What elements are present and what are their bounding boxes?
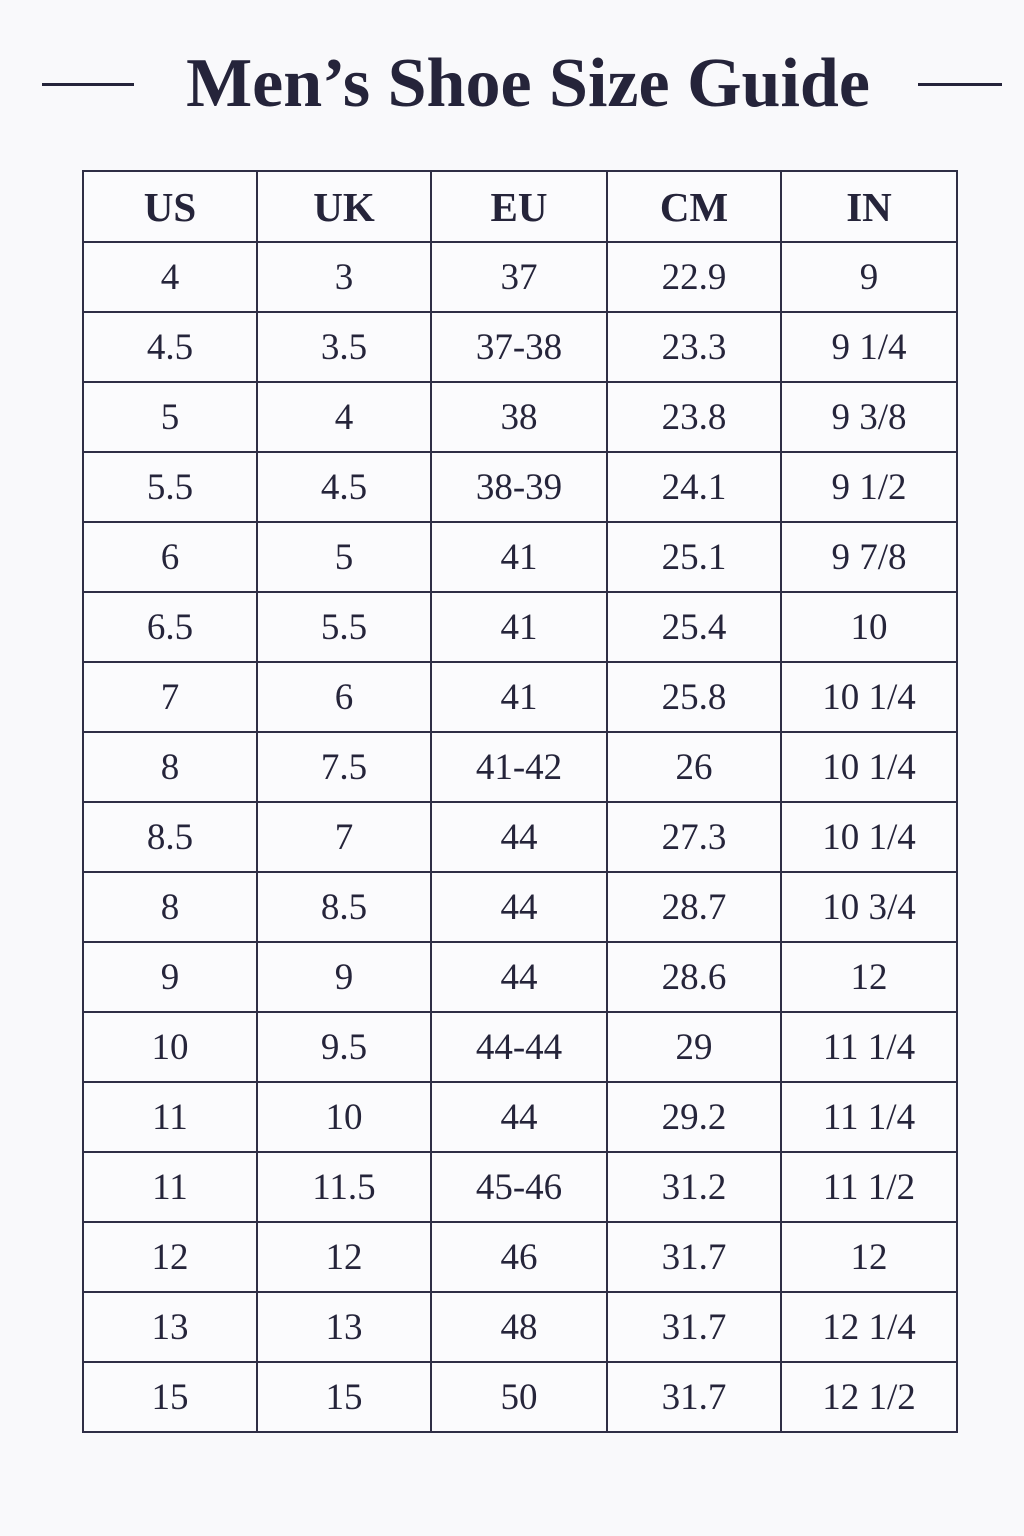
cell-in: 10 1/4 bbox=[781, 732, 957, 802]
cell-cm: 31.7 bbox=[607, 1362, 781, 1432]
table-row bbox=[83, 312, 957, 382]
table-row bbox=[83, 732, 957, 802]
cell-cm: 24.1 bbox=[607, 452, 781, 522]
cell-us: 5 bbox=[83, 382, 257, 452]
cell-cm: 29.2 bbox=[607, 1082, 781, 1152]
cell-eu: 44 bbox=[431, 1082, 607, 1152]
cell-us: 10 bbox=[83, 1012, 257, 1082]
page-title: Men’s Shoe Size Guide bbox=[186, 45, 870, 122]
cell-cm: 23.8 bbox=[607, 382, 781, 452]
table-header-row bbox=[83, 171, 957, 242]
column-header-eu: EU bbox=[431, 171, 607, 242]
cell-us: 5.5 bbox=[83, 452, 257, 522]
cell-cm: 28.6 bbox=[607, 942, 781, 1012]
column-header-in: IN bbox=[781, 171, 957, 242]
cell-eu: 41-42 bbox=[431, 732, 607, 802]
cell-in: 10 3/4 bbox=[781, 872, 957, 942]
cell-in: 10 1/4 bbox=[781, 662, 957, 732]
table-body bbox=[83, 242, 957, 1432]
cell-cm: 31.7 bbox=[607, 1222, 781, 1292]
table-row bbox=[83, 662, 957, 732]
cell-uk: 11.5 bbox=[257, 1152, 431, 1222]
table-row bbox=[83, 1012, 957, 1082]
cell-us: 8.5 bbox=[83, 802, 257, 872]
column-header-us: US bbox=[83, 171, 257, 242]
cell-in: 10 bbox=[781, 592, 957, 662]
cell-cm: 22.9 bbox=[607, 242, 781, 312]
table-row bbox=[83, 1082, 957, 1152]
cell-in: 11 1/4 bbox=[781, 1082, 957, 1152]
cell-eu: 41 bbox=[431, 522, 607, 592]
cell-eu: 37-38 bbox=[431, 312, 607, 382]
size-table bbox=[82, 170, 958, 1433]
cell-uk: 5.5 bbox=[257, 592, 431, 662]
cell-in: 12 1/4 bbox=[781, 1292, 957, 1362]
cell-uk: 7.5 bbox=[257, 732, 431, 802]
cell-in: 12 1/2 bbox=[781, 1362, 957, 1432]
cell-us: 8 bbox=[83, 872, 257, 942]
table-row bbox=[83, 1222, 957, 1292]
cell-in: 11 1/4 bbox=[781, 1012, 957, 1082]
cell-us: 9 bbox=[83, 942, 257, 1012]
cell-eu: 38-39 bbox=[431, 452, 607, 522]
cell-uk: 10 bbox=[257, 1082, 431, 1152]
cell-eu: 38 bbox=[431, 382, 607, 452]
table-row bbox=[83, 1362, 957, 1432]
cell-us: 6.5 bbox=[83, 592, 257, 662]
cell-us: 11 bbox=[83, 1082, 257, 1152]
table-row bbox=[83, 942, 957, 1012]
cell-cm: 25.1 bbox=[607, 522, 781, 592]
cell-eu: 45-46 bbox=[431, 1152, 607, 1222]
cell-uk: 8.5 bbox=[257, 872, 431, 942]
cell-us: 11 bbox=[83, 1152, 257, 1222]
table-row bbox=[83, 802, 957, 872]
title-rule-left bbox=[42, 83, 134, 86]
cell-in: 11 1/2 bbox=[781, 1152, 957, 1222]
table-row bbox=[83, 1152, 957, 1222]
column-header-cm: CM bbox=[607, 171, 781, 242]
cell-uk: 7 bbox=[257, 802, 431, 872]
cell-us: 13 bbox=[83, 1292, 257, 1362]
cell-eu: 50 bbox=[431, 1362, 607, 1432]
cell-uk: 9.5 bbox=[257, 1012, 431, 1082]
column-header-uk: UK bbox=[257, 171, 431, 242]
cell-us: 7 bbox=[83, 662, 257, 732]
cell-cm: 31.2 bbox=[607, 1152, 781, 1222]
cell-cm: 29 bbox=[607, 1012, 781, 1082]
cell-uk: 3 bbox=[257, 242, 431, 312]
cell-eu: 48 bbox=[431, 1292, 607, 1362]
cell-eu: 46 bbox=[431, 1222, 607, 1292]
cell-cm: 31.7 bbox=[607, 1292, 781, 1362]
cell-eu: 37 bbox=[431, 242, 607, 312]
table-row bbox=[83, 522, 957, 592]
cell-uk: 3.5 bbox=[257, 312, 431, 382]
cell-us: 6 bbox=[83, 522, 257, 592]
cell-eu: 41 bbox=[431, 592, 607, 662]
table-row bbox=[83, 592, 957, 662]
cell-in: 12 bbox=[781, 942, 957, 1012]
table-row bbox=[83, 1292, 957, 1362]
cell-cm: 26 bbox=[607, 732, 781, 802]
cell-uk: 9 bbox=[257, 942, 431, 1012]
table-row bbox=[83, 452, 957, 522]
cell-eu: 44 bbox=[431, 942, 607, 1012]
cell-uk: 15 bbox=[257, 1362, 431, 1432]
title-row bbox=[0, 38, 1024, 130]
cell-us: 4 bbox=[83, 242, 257, 312]
cell-us: 8 bbox=[83, 732, 257, 802]
cell-uk: 13 bbox=[257, 1292, 431, 1362]
cell-us: 15 bbox=[83, 1362, 257, 1432]
cell-uk: 4.5 bbox=[257, 452, 431, 522]
cell-eu: 44 bbox=[431, 802, 607, 872]
cell-uk: 5 bbox=[257, 522, 431, 592]
table-row bbox=[83, 872, 957, 942]
cell-in: 12 bbox=[781, 1222, 957, 1292]
title-rule-right bbox=[918, 83, 1002, 86]
table-row bbox=[83, 242, 957, 312]
cell-in: 9 3/8 bbox=[781, 382, 957, 452]
cell-eu: 44 bbox=[431, 872, 607, 942]
cell-eu: 41 bbox=[431, 662, 607, 732]
cell-cm: 28.7 bbox=[607, 872, 781, 942]
cell-in: 9 1/2 bbox=[781, 452, 957, 522]
cell-in: 9 bbox=[781, 242, 957, 312]
cell-us: 4.5 bbox=[83, 312, 257, 382]
cell-cm: 25.4 bbox=[607, 592, 781, 662]
table-row bbox=[83, 382, 957, 452]
cell-uk: 4 bbox=[257, 382, 431, 452]
cell-eu: 44-44 bbox=[431, 1012, 607, 1082]
cell-cm: 23.3 bbox=[607, 312, 781, 382]
cell-cm: 25.8 bbox=[607, 662, 781, 732]
cell-in: 9 1/4 bbox=[781, 312, 957, 382]
cell-in: 9 7/8 bbox=[781, 522, 957, 592]
cell-cm: 27.3 bbox=[607, 802, 781, 872]
cell-uk: 12 bbox=[257, 1222, 431, 1292]
cell-us: 12 bbox=[83, 1222, 257, 1292]
cell-uk: 6 bbox=[257, 662, 431, 732]
cell-in: 10 1/4 bbox=[781, 802, 957, 872]
